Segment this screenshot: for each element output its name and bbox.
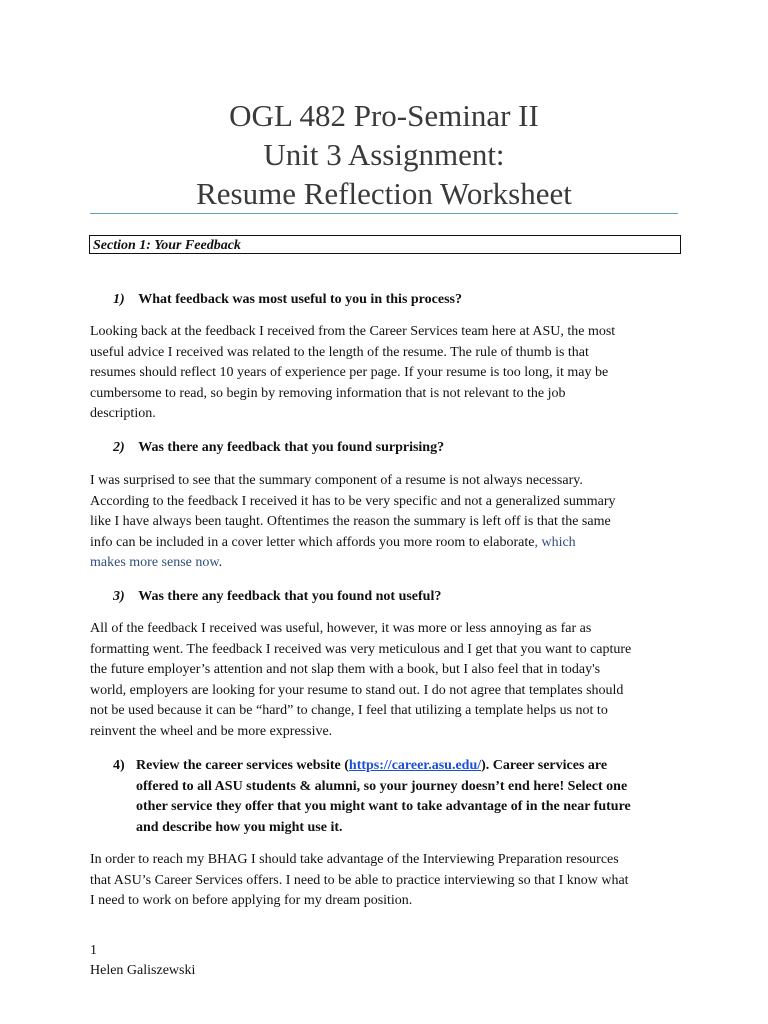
title-line-1: OGL 482 Pro-Seminar II	[229, 98, 539, 133]
answer-3-line: formatting went. The feedback I received was very meticulous and I get that you want to capture	[90, 641, 632, 657]
answer-3-line: reinvent the wheel and be more expressive.	[90, 723, 333, 739]
question-2-number: 2)	[113, 440, 125, 455]
question-2	[113, 438, 444, 458]
answer-3-line: world, employers are looking for your resume to stand out. I do not agree that templates should	[90, 682, 624, 698]
question-4-line: and describe how you might use it.	[136, 819, 343, 835]
page-number: 1	[90, 943, 97, 958]
answer-3-line: All of the feedback I received was useful, however, it was more or less annoying as far as	[90, 621, 592, 636]
answer-1-line: description.	[90, 406, 156, 422]
answer-3-line: not be used because it can be “hard” to change, I feel that utilizing a template helps us not to	[90, 703, 608, 719]
answer-2-accent-text: , which	[534, 534, 576, 550]
question-4-text: ). Career services are	[481, 758, 608, 773]
author-name: Helen Galiszewski	[90, 963, 196, 978]
answer-4-line: that ASU’s Career Services offers. I need to be able to practice interviewing so that I know what	[90, 872, 629, 888]
question-3-text: Was there any feedback that you found not useful?	[138, 589, 442, 604]
title-line-3: Resume Reflection Worksheet	[196, 176, 572, 211]
answer-1-line: useful advice I received was related to the length of the resume. The rule of thumb is that	[90, 344, 589, 360]
answer-1-line: cumbersome to read, so begin by removing information that is not relevant to the job	[90, 385, 566, 401]
answer-2-line	[90, 553, 680, 574]
answer-1	[90, 322, 680, 425]
answer-2-line	[90, 533, 680, 554]
answer-3	[90, 619, 680, 743]
answer-3-line: the future employer’s attention and not slap them with a book, but I also feel that in today's	[90, 662, 601, 678]
question-4-line	[136, 756, 676, 777]
answer-4-line: I need to work on before applying for my dream position.	[90, 893, 413, 909]
question-2-text: Was there any feedback that you found surprising?	[138, 440, 445, 455]
section-header: Section 1: Your Feedback	[89, 235, 681, 254]
answer-2	[90, 471, 680, 574]
question-3-number: 3)	[113, 589, 125, 604]
question-4-text: Review the career services website (	[136, 758, 349, 773]
title-divider	[90, 213, 678, 214]
answer-2-line: According to the feedback I received it has to be very specific and not a generalized summary	[90, 493, 616, 509]
answer-4	[90, 850, 680, 912]
question-4-line: offered to all ASU students & alumni, so your journey doesn’t end here! Select one	[136, 778, 628, 794]
answer-1-line: Looking back at the feedback I received from the Career Services team here at ASU, the most	[90, 324, 616, 339]
answer-2-line: I was surprised to see that the summary component of a resume is not always necessary.	[90, 473, 583, 488]
career-services-link[interactable]: https://career.asu.edu/	[348, 758, 482, 773]
question-3	[113, 587, 441, 607]
question-1-number: 1)	[113, 292, 125, 307]
question-4-number: 4)	[113, 758, 125, 773]
title-line-2: Unit 3 Assignment:	[263, 137, 505, 172]
answer-4-line: In order to reach my BHAG I should take advantage of the Interviewing Preparation resources	[90, 852, 619, 867]
answer-2-accent-text: makes more sense now	[90, 555, 219, 571]
answer-1-line: resumes should reflect 10 years of experience per page. If your resume is too long, it may be	[90, 365, 609, 381]
page-footer	[90, 941, 195, 981]
question-1	[113, 290, 462, 310]
question-1-text: What feedback was most useful to you in this process?	[138, 292, 462, 307]
answer-2-line: like I have always been taught. Oftentimes the reason the summary is left off is that the same	[90, 514, 611, 530]
answer-2-text: .	[218, 555, 223, 571]
question-4-line: other service they offer that you might want to take advantage of in the near future	[136, 799, 631, 815]
answer-2-text: info can be included in a cover letter which affords you more room to elaborate	[90, 534, 535, 550]
document-title	[0, 96, 768, 213]
